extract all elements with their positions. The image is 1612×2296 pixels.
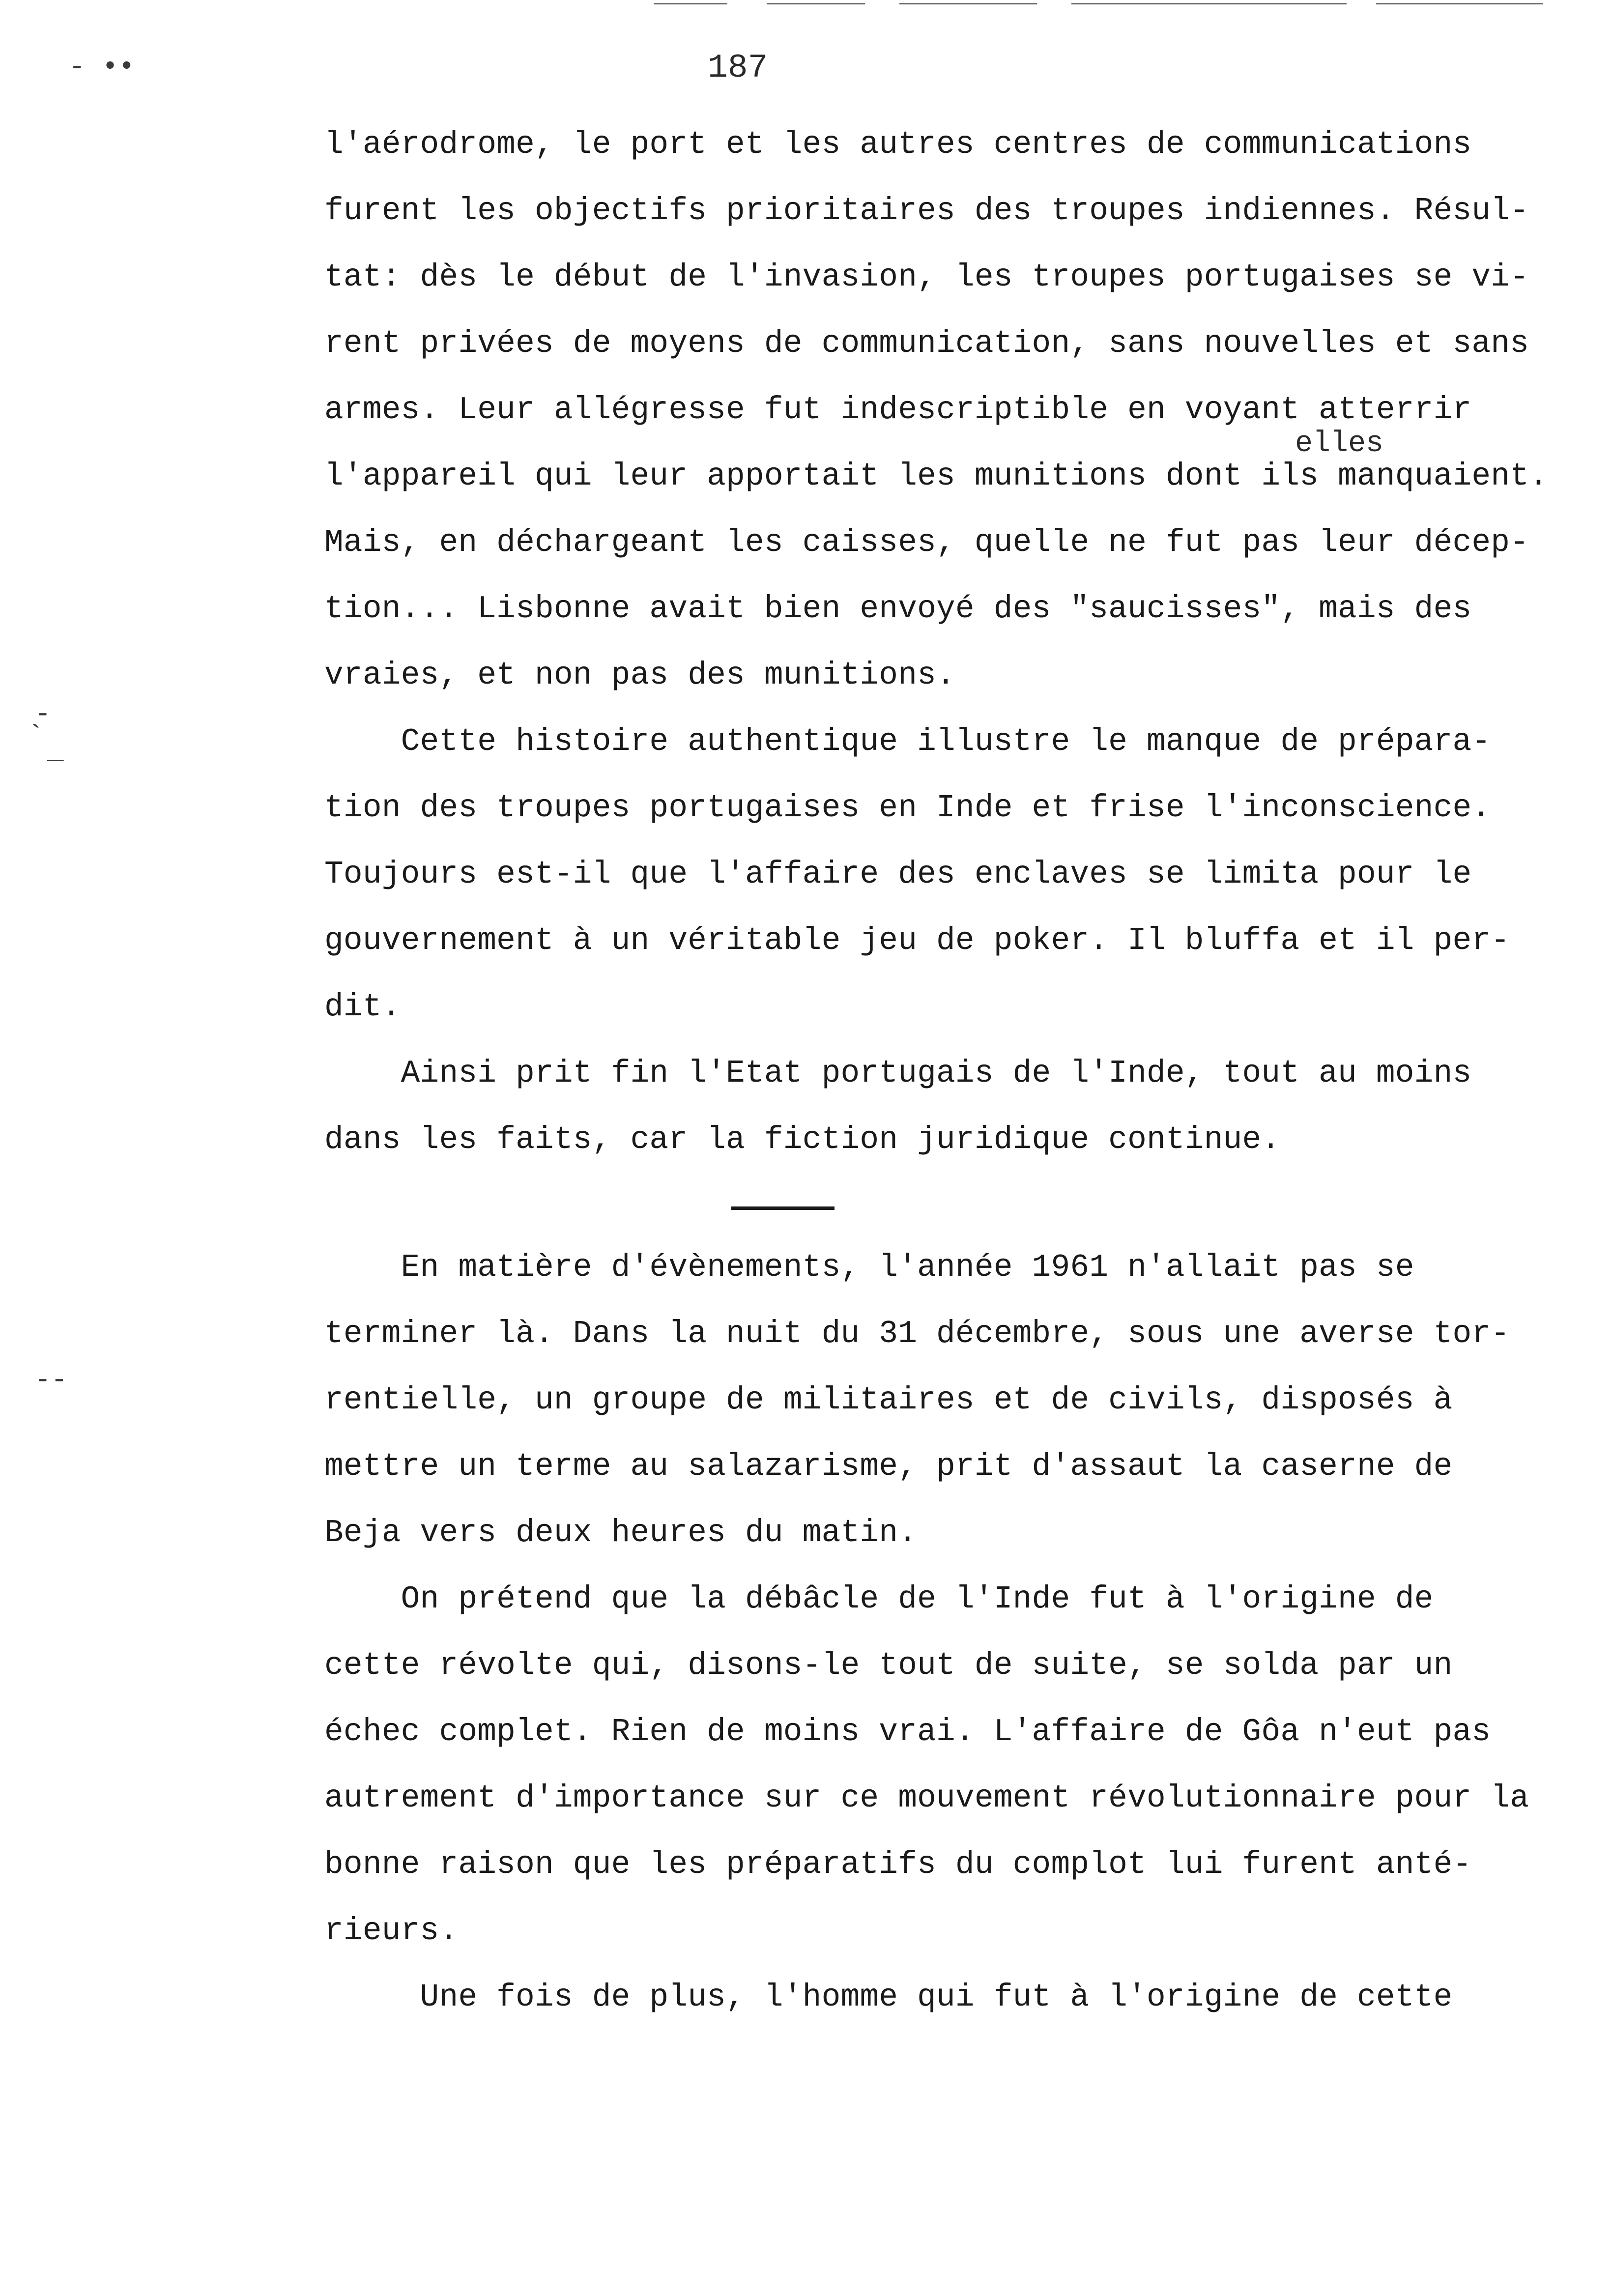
margin-mark: - •• — [69, 51, 135, 83]
text-line: dit. — [324, 989, 401, 1025]
top-rule-5 — [1376, 3, 1543, 4]
text-line: Toujours est-il que l'affaire des enclaves se limita pour le — [324, 857, 1472, 892]
margin-mark: _ — [47, 735, 64, 767]
text-line: autrement d'importance sur ce mouvement révolutionnaire pour la — [324, 1780, 1529, 1816]
text-line: tat: dès le début de l'invasion, les troupes portugaises se vi- — [324, 259, 1529, 295]
margin-mark: ‐‐ — [34, 1364, 68, 1396]
text-line: terminer là. Dans la nuit du 31 décembre, sous une averse tor- — [324, 1316, 1510, 1352]
text-line: rieurs. — [324, 1913, 459, 1949]
text-line: Beja vers deux heures du matin. — [324, 1515, 918, 1551]
text-line: rentielle, un groupe de militaires et de civils, disposés à — [324, 1382, 1453, 1418]
text-line: rent privées de moyens de communication, sans nouvelles et sans — [324, 326, 1529, 362]
text-line: dans les faits, car la fiction juridique continue. — [324, 1122, 1281, 1158]
top-rule-4 — [1071, 3, 1347, 4]
text-line: mettre un terme au salazarisme, prit d'assaut la caserne de — [324, 1449, 1453, 1485]
text-line: l'appareil qui leur apportait les munitions dont ils manquaient. — [324, 459, 1549, 494]
text-line: armes. Leur allégresse fut indescriptible en voyant atterrir — [324, 392, 1472, 428]
text-line: l'aérodrome, le port et les autres centres de communications — [324, 127, 1472, 163]
margin-mark: ‐ — [34, 698, 51, 730]
text-line: Une fois de plus, l'homme qui fut à l'origine de cette — [324, 1980, 1453, 2015]
page-number: 187 — [708, 49, 768, 87]
text-line: En matière d'évènements, l'année 1961 n'allait pas se — [324, 1250, 1414, 1286]
text-line: échec complet. Rien de moins vrai. L'affaire de Gôa n'eut pas — [324, 1714, 1491, 1750]
text-line: Cette histoire authentique illustre le manque de prépara- — [324, 724, 1491, 760]
text-line: tion des troupes portugaises en Inde et frise l'inconscience. — [324, 790, 1491, 826]
interlinear-correction: elles — [1295, 427, 1384, 460]
text-line: gouvernement à un véritable jeu de poker. Il bluffa et il per- — [324, 923, 1510, 959]
text-line: Ainsi prit fin l'Etat portugais de l'Inde, tout au moins — [324, 1056, 1472, 1091]
text-line: furent les objectifs prioritaires des troupes indiennes. Résul- — [324, 193, 1529, 229]
top-rule-1 — [654, 3, 727, 4]
top-rule-3 — [899, 3, 1037, 4]
text-line: tion... Lisbonne avait bien envoyé des "saucisses", mais des — [324, 591, 1472, 627]
margin-mark: ` — [28, 720, 44, 752]
text-line: vraies, et non pas des munitions. — [324, 658, 955, 693]
text-line: bonne raison que les préparatifs du complot lui furent anté- — [324, 1847, 1472, 1883]
text-line: On prétend que la débâcle de l'Inde fut à l'origine de — [324, 1581, 1434, 1617]
section-separator — [731, 1206, 835, 1210]
text-line: cette révolte qui, disons-le tout de suite, se solda par un — [324, 1648, 1453, 1684]
text-line: Mais, en déchargeant les caisses, quelle ne fut pas leur décep- — [324, 525, 1529, 561]
top-rule-2 — [767, 3, 865, 4]
